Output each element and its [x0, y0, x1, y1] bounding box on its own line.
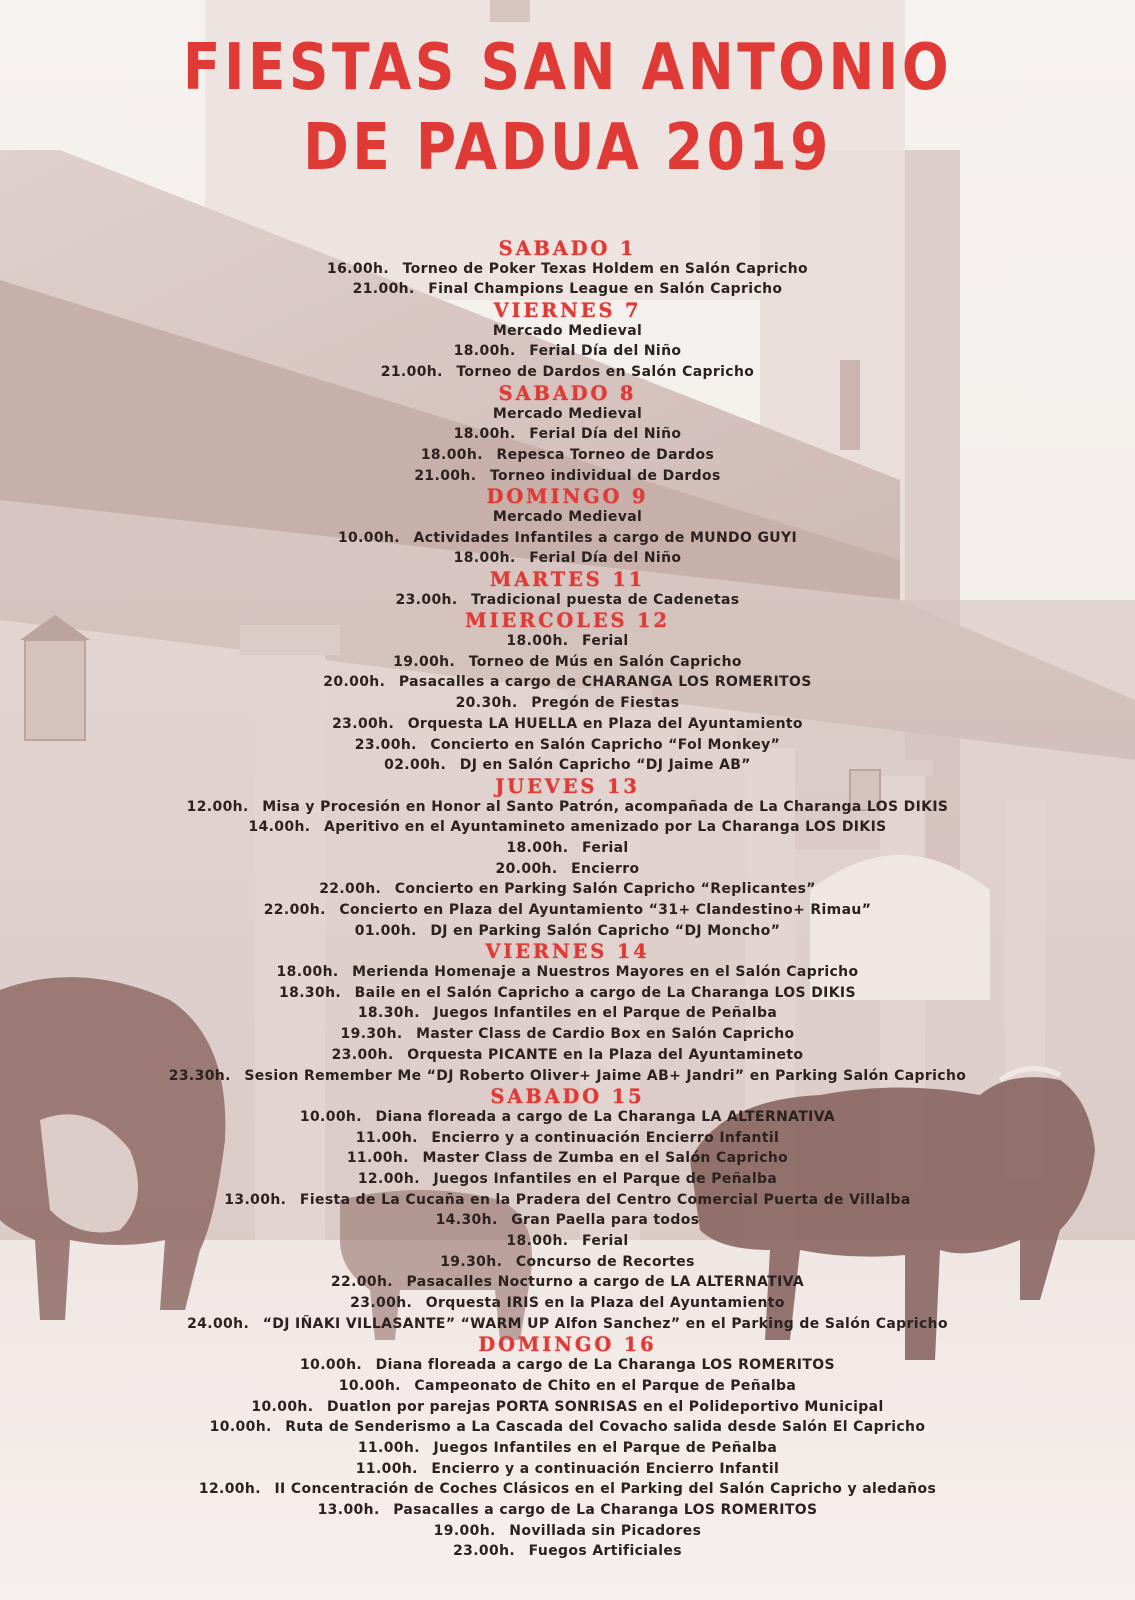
event-row: [18, 817, 1118, 838]
event-row: [18, 1231, 1118, 1252]
event-row: [18, 1521, 1118, 1542]
event-row: [18, 879, 1118, 900]
event-time: 19.30h.: [440, 1253, 503, 1270]
event-row: [18, 672, 1118, 693]
event-text: Master Class de Zumba en el Salón Capricho: [422, 1150, 789, 1167]
day-heading: VIERNES 14: [485, 939, 650, 964]
event-time: 21.00h.: [352, 281, 415, 298]
event-row: [18, 1107, 1118, 1128]
event-row: [18, 466, 1118, 487]
event-time: 18.00h.: [453, 343, 516, 360]
event-text: Juegos Infantiles en el Parque de Peñalba: [433, 1439, 778, 1456]
event-row: [18, 507, 1118, 528]
event-text: Concierto en Parking Salón Capricho “Replicantes”: [394, 881, 816, 898]
event-row: [18, 1024, 1118, 1045]
event-row: [18, 962, 1118, 983]
event-time: 20.00h.: [495, 860, 558, 877]
event-time: 23.00h.: [395, 591, 458, 608]
event-text: Pasacalles Nocturno a cargo de LA ALTERNATIVA: [406, 1274, 805, 1291]
program-list: [0, 238, 1135, 1562]
event-text: Torneo de Poker Texas Holdem en Salón Capricho: [402, 260, 808, 277]
event-row: [18, 1376, 1118, 1397]
event-row: [18, 528, 1118, 549]
event-row: [18, 1397, 1118, 1418]
event-text: Campeonato de Chito en el Parque de Peñalba: [414, 1377, 797, 1394]
event-time: 12.00h.: [357, 1170, 420, 1187]
event-time: 24.00h.: [187, 1315, 250, 1332]
event-time: 18.00h.: [420, 446, 483, 463]
event-time: 23.00h.: [354, 736, 417, 753]
event-text: Mercado Medieval: [492, 405, 643, 422]
event-time: 21.00h.: [380, 364, 443, 381]
event-time: 11.00h.: [346, 1150, 409, 1167]
event-text: Diana floreada a cargo de La Charanga LOS ROMERITOS: [375, 1357, 835, 1374]
event-text: Actividades Infantiles a cargo de MUNDO GUYI: [413, 529, 798, 546]
event-row: [18, 797, 1118, 818]
event-time: 10.00h.: [209, 1419, 272, 1436]
event-row: [18, 1128, 1118, 1149]
event-text: Ferial Día del Niño: [529, 426, 682, 443]
day-heading: MARTES 11: [489, 567, 646, 591]
day-heading: SABADO 8: [498, 380, 637, 405]
event-row: [18, 1459, 1118, 1480]
event-text: Tradicional puesta de Cadenetas: [471, 591, 740, 608]
event-text: Juegos Infantiles en el Parque de Peñalba: [433, 1005, 778, 1022]
event-text: Concierto en Plaza del Ayuntamiento “31+ Clandestino+ Rimau”: [339, 902, 872, 918]
event-time: 18.30h.: [357, 1005, 420, 1022]
event-time: 18.30h.: [279, 984, 342, 1001]
event-row: [18, 279, 1118, 300]
event-time: 19.00h.: [433, 1522, 496, 1539]
event-text: Torneo de Mús en Salón Capricho: [468, 653, 742, 670]
event-row: [18, 1417, 1118, 1438]
event-row: [18, 1355, 1118, 1376]
event-text: Ferial: [582, 839, 629, 856]
event-row: [18, 1148, 1118, 1169]
event-time: 18.00h.: [506, 1233, 569, 1249]
poster-title: [79, 28, 1055, 188]
event-row: [18, 755, 1118, 776]
event-row: [18, 362, 1118, 383]
day-heading: JUEVES 13: [495, 773, 640, 798]
event-time: 18.00h.: [276, 964, 339, 981]
event-text: Mercado Medieval: [492, 322, 643, 339]
event-text: Duatlon por parejas PORTA SONRISAS en el Polideportivo Municipal: [326, 1398, 884, 1415]
event-text: Diana floreada a cargo de La Charanga LA ALTERNATIVA: [375, 1108, 836, 1125]
event-row: [18, 921, 1118, 942]
event-row: [18, 1479, 1118, 1500]
event-time: 23.00h.: [350, 1295, 413, 1312]
event-text: II Concentración de Coches Clásicos en el Parking del Salón Capricho y aledaños: [274, 1481, 937, 1498]
event-text: Ferial: [582, 633, 629, 650]
event-time: 14.30h.: [435, 1212, 498, 1229]
event-text: Torneo individual de Dardos: [489, 467, 721, 484]
event-row: [18, 445, 1118, 466]
event-time: 22.00h.: [263, 902, 326, 918]
event-text: Ruta de Senderismo a La Cascada del Covacho salida desde Salón El Capricho: [285, 1419, 926, 1436]
event-time: 11.00h.: [355, 1129, 418, 1146]
event-time: 11.00h.: [355, 1460, 418, 1477]
event-text: Orquesta LA HUELLA en Plaza del Ayuntamiento: [407, 715, 803, 732]
event-row: [18, 900, 1118, 921]
event-text: Merienda Homenaje a Nuestros Mayores en el Salón Capricho: [352, 964, 859, 981]
event-row: [18, 859, 1118, 880]
event-row: [18, 652, 1118, 673]
event-text: Baile en el Salón Capricho a cargo de La Charanga LOS DIKIS: [354, 984, 856, 1001]
event-time: 10.00h.: [337, 529, 400, 546]
event-text: DJ en Salón Capricho “DJ Jaime AB”: [459, 757, 751, 774]
event-time: 19.30h.: [340, 1026, 403, 1043]
event-text: Pasacalles a cargo de CHARANGA LOS ROMERITOS: [398, 674, 812, 691]
day-heading: DOMINGO 9: [486, 484, 649, 509]
event-row: [18, 1045, 1118, 1066]
event-time: 19.00h.: [393, 653, 456, 670]
event-text: Sesion Remember Me “DJ Roberto Oliver+ Jaime AB+ Jandri” en Parking Salón Capricho: [244, 1067, 967, 1084]
event-row: [18, 735, 1118, 756]
event-time: 10.00h.: [300, 1357, 363, 1374]
event-text: Aperitivo en el Ayuntamineto amenizado por La Charanga LOS DIKIS: [324, 819, 887, 836]
event-row: [18, 590, 1118, 611]
event-row: [18, 1190, 1118, 1211]
event-row: [18, 693, 1118, 714]
event-time: 12.00h.: [198, 1481, 261, 1498]
event-row: [18, 1293, 1118, 1314]
event-row: [18, 983, 1118, 1004]
event-row: [18, 424, 1118, 445]
event-text: Gran Paella para todos: [511, 1212, 700, 1229]
event-row: [18, 838, 1118, 859]
event-time: 20.00h.: [323, 674, 386, 691]
event-text: Mercado Medieval: [492, 508, 643, 525]
event-time: 10.00h.: [338, 1377, 401, 1394]
day-heading: MIERCOLES 12: [465, 608, 670, 633]
event-time: 22.00h.: [330, 1274, 393, 1291]
event-time: 13.00h.: [224, 1191, 287, 1208]
event-row: [18, 1003, 1118, 1024]
event-time: 01.00h.: [354, 922, 417, 939]
event-time: 23.00h.: [453, 1543, 516, 1560]
event-text: Encierro: [571, 860, 640, 877]
day-heading: SABADO 15: [490, 1084, 645, 1109]
event-time: 18.00h.: [453, 550, 516, 567]
event-time: 16.00h.: [327, 260, 390, 277]
day-heading: DOMINGO 16: [478, 1332, 657, 1357]
event-text: Master Class de Cardio Box en Salón Capricho: [416, 1026, 795, 1043]
event-row: [18, 1500, 1118, 1521]
event-row: [18, 1252, 1118, 1273]
event-time: 23.30h.: [168, 1067, 231, 1084]
event-text: Encierro y a continuación Encierro Infantil: [431, 1129, 780, 1146]
event-row: [18, 1066, 1118, 1087]
event-time: 18.00h.: [506, 839, 569, 856]
event-text: Ferial Día del Niño: [529, 343, 682, 360]
event-time: 18.00h.: [453, 426, 516, 443]
event-text: Pregón de Fiestas: [531, 695, 680, 712]
event-text: Orquesta PICANTE en la Plaza del Ayuntamineto: [407, 1046, 804, 1063]
event-time: 10.00h.: [299, 1108, 362, 1125]
title-line-2: DE PADUA 2019: [303, 111, 832, 185]
event-row: [18, 341, 1118, 362]
event-row: [18, 1169, 1118, 1190]
event-time: 12.00h.: [186, 798, 249, 815]
day-heading: SABADO 1: [498, 236, 637, 260]
event-time: 20.30h.: [455, 695, 518, 712]
event-text: Fuegos Artificiales: [528, 1543, 682, 1560]
event-text: Ferial Día del Niño: [529, 550, 682, 567]
event-text: Novillada sin Picadores: [509, 1522, 702, 1539]
event-time: 11.00h.: [357, 1439, 420, 1456]
event-row: [18, 1438, 1118, 1459]
event-time: 14.00h.: [248, 819, 311, 836]
event-text: Misa y Procesión en Honor al Santo Patrón, acompañada de La Charanga LOS DIKIS: [262, 798, 949, 815]
event-text: Orquesta IRIS en la Plaza del Ayuntamiento: [425, 1295, 785, 1312]
event-time: 18.00h.: [506, 633, 569, 650]
event-row: [18, 404, 1118, 425]
event-row: [18, 631, 1118, 652]
day-heading: VIERNES 7: [493, 298, 642, 323]
event-text: Ferial: [582, 1233, 629, 1249]
event-row: [18, 1541, 1118, 1562]
event-time: 02.00h.: [384, 757, 447, 774]
event-text: Fiesta de La Cucaña en la Pradera del Centro Comercial Puerta de Villalba: [299, 1191, 911, 1208]
event-row: [18, 1314, 1118, 1335]
event-text: “DJ IÑAKI VILLASANTE” “WARM UP Alfon Sanchez” en el Parking de Salón Capricho: [262, 1315, 948, 1332]
event-text: DJ en Parking Salón Capricho “DJ Moncho”: [430, 922, 781, 939]
event-text: Concierto en Salón Capricho “Fol Monkey”: [430, 736, 781, 753]
event-text: Pasacalles a cargo de La Charanga LOS ROMERITOS: [393, 1501, 818, 1518]
event-time: 23.00h.: [331, 1046, 394, 1063]
event-row: [18, 259, 1118, 280]
event-row: [18, 321, 1118, 342]
event-time: 10.00h.: [251, 1398, 314, 1415]
event-text: Torneo de Dardos en Salón Capricho: [456, 364, 755, 381]
event-row: [18, 1210, 1118, 1231]
event-time: 13.00h.: [317, 1501, 380, 1518]
event-row: [18, 714, 1118, 735]
title-line-1: FIESTAS SAN ANTONIO: [182, 31, 953, 105]
event-text: Repesca Torneo de Dardos: [496, 446, 715, 463]
event-time: 21.00h.: [414, 467, 477, 484]
event-text: Juegos Infantiles en el Parque de Peñalba: [433, 1170, 778, 1187]
event-time: 23.00h.: [332, 715, 395, 732]
event-text: Concurso de Recortes: [515, 1253, 695, 1270]
event-text: Final Champions League en Salón Capricho: [428, 281, 783, 298]
event-text: Encierro y a continuación Encierro Infantil: [431, 1460, 780, 1477]
event-row: [18, 1272, 1118, 1293]
event-time: 22.00h.: [319, 881, 382, 898]
event-row: [18, 548, 1118, 569]
